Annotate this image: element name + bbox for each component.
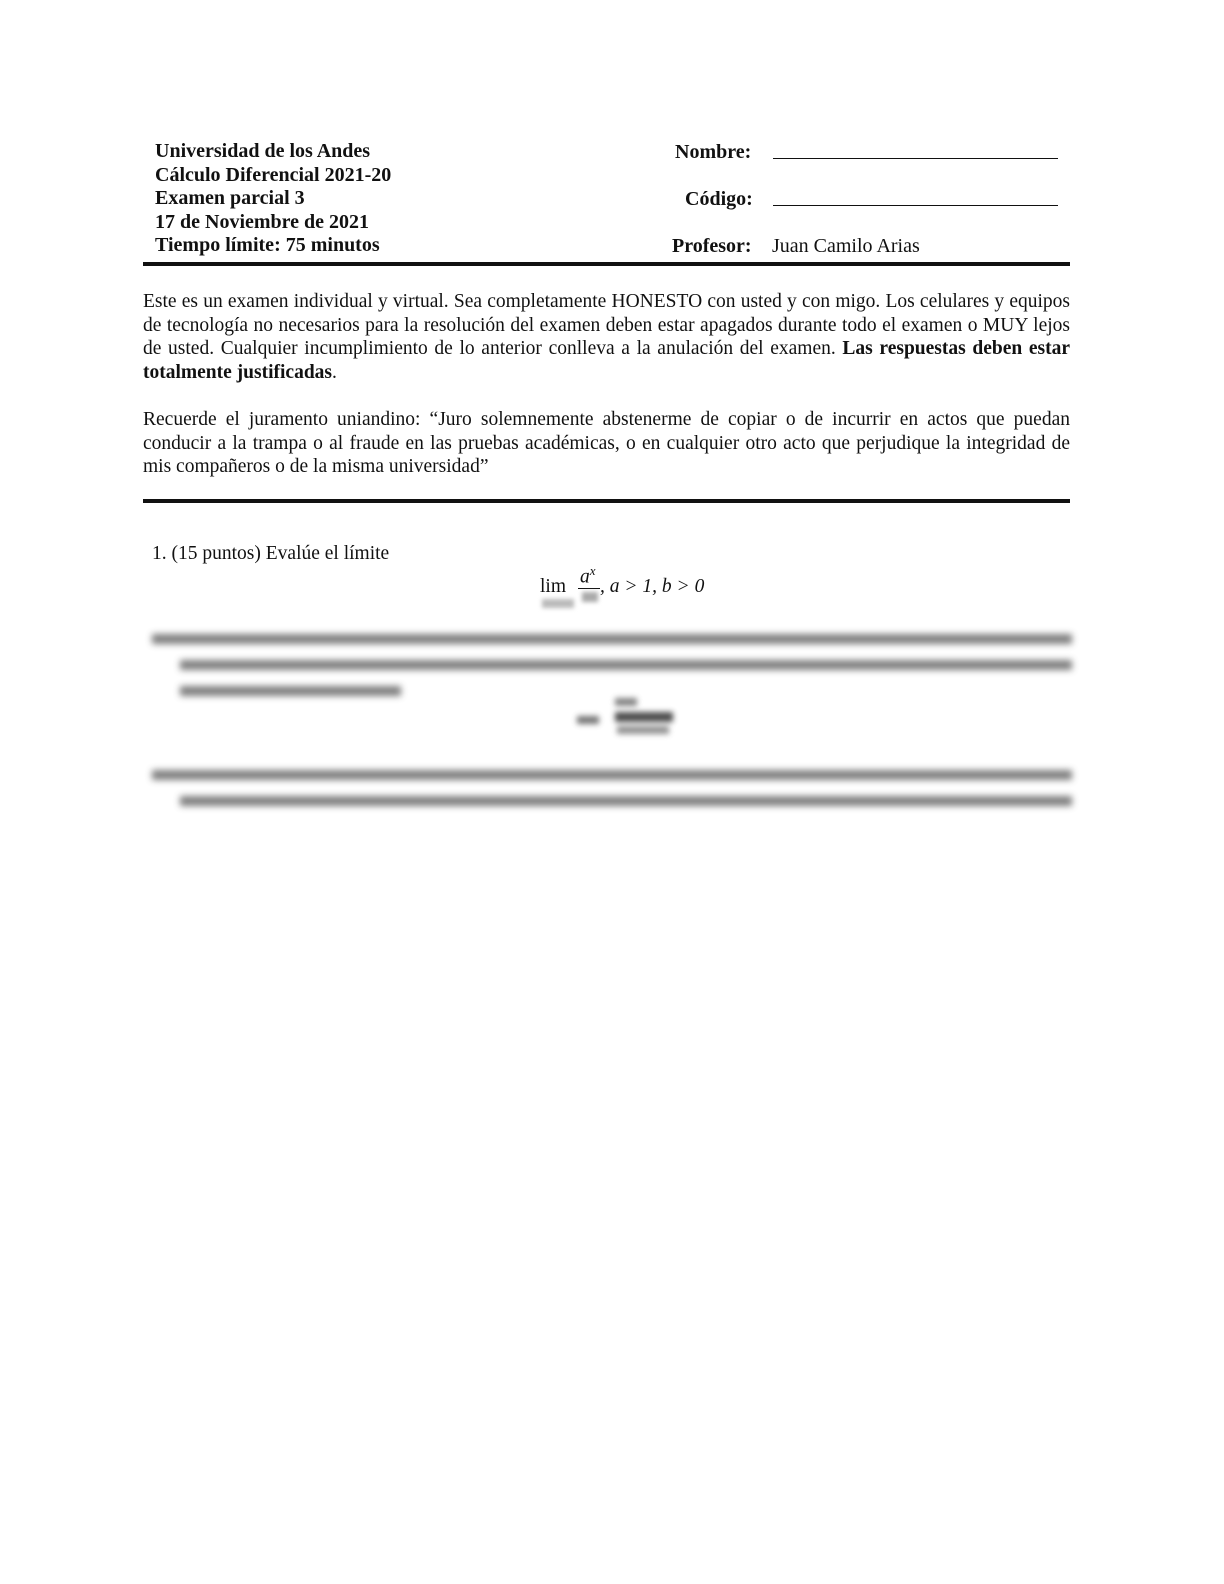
exam-date: 17 de Noviembre de 2021 xyxy=(155,210,370,233)
instructions-bold-suffix: . xyxy=(332,361,337,383)
question-2-formula-redacted xyxy=(577,694,673,740)
question-1-points: (15 puntos) xyxy=(171,543,261,564)
oath-paragraph: Recuerde el juramento uniandino: “Juro solemnemente abstenerme de copiar o de incurrir en actos que puedan conducir a la trampa o al fraude en las pruebas académicas, o en cualquier otro acto que perjudique la integridad de mis compañeros o de la misma universidad” xyxy=(143,409,1070,477)
code-label: Código: xyxy=(685,188,753,210)
instructions-bold-text: Las respuestas deben estar totalmente justificadas xyxy=(143,338,1071,383)
question-1-formula xyxy=(540,563,740,611)
question-1 xyxy=(152,543,389,565)
header-rule xyxy=(143,262,1070,266)
time-limit: Tiempo límite: 75 minutos xyxy=(155,234,380,256)
instructions-paragraph xyxy=(143,290,1070,384)
formula-lim-subscript-blurred xyxy=(542,599,574,608)
exam-name: Examen parcial 3 xyxy=(155,187,305,209)
exam-header-info xyxy=(155,140,391,258)
university-name: Universidad de los Andes xyxy=(155,140,371,162)
question-1-number: 1. xyxy=(152,543,167,564)
formula-fraction-bar xyxy=(578,588,600,589)
name-blank-line[interactable] xyxy=(773,158,1058,159)
formula-denominator-blurred xyxy=(582,592,598,602)
professor-label: Profesor: xyxy=(672,235,752,257)
question-3-redacted xyxy=(152,762,1072,806)
instructions-rule xyxy=(143,499,1070,503)
code-blank-line[interactable] xyxy=(773,205,1058,206)
formula-lim: lim xyxy=(540,576,567,597)
course-name: Cálculo Diferencial 2021-20 xyxy=(155,163,392,186)
name-label: Nombre: xyxy=(675,141,752,163)
professor-name: Juan Camilo Arias xyxy=(772,235,920,257)
instructions-text: Este es un examen individual y virtual. Sea completamente HONESTO con usted y con migo. Los celulares y equipos de tecnología no necesarios para la resolución del examen deben estar apagados durante todo el examen o MUY lejos de usted. Cualquier incumplimiento de lo anterior conlleva a la anulación del examen. xyxy=(143,291,1070,359)
question-2-redacted xyxy=(152,626,1072,696)
formula-tail: , a > 1, b > 0 xyxy=(600,576,705,597)
formula-numerator: $a^x$ xyxy=(580,563,596,588)
question-1-prompt: Evalúe el límite xyxy=(265,543,390,564)
